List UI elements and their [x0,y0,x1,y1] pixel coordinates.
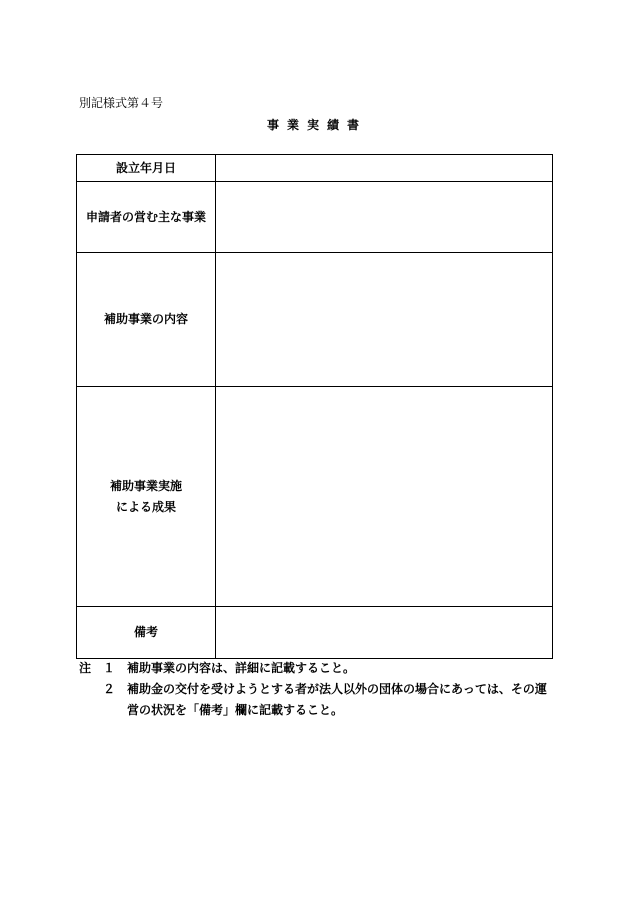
note-item-1 [79,658,559,679]
row-label-text-line-1: 補助事業実施 [109,478,182,493]
document-title: 事業実績書 [266,118,367,132]
row-label-text-line-2: による成果 [115,499,176,514]
notes-marker: 注 [79,661,92,675]
performance-report-table [76,154,553,659]
row-label-text: 補助事業の内容 [103,312,188,326]
row-label-project-content [77,253,216,387]
note-text-line: 補助事業の内容は、詳細に記載すること。 [127,661,356,675]
note-item-2 [79,679,559,721]
row-label-project-results [77,387,216,607]
row-value-project-results [216,387,553,607]
row-label-remarks [77,607,216,659]
note-text-line: 営の状況を「備考」欄に記載すること。 [127,703,344,717]
table-row-establishment-date [77,155,553,182]
row-label-establishment-date [77,155,216,182]
row-label-main-business [77,182,216,253]
row-label-text: 設立年月日 [115,160,176,175]
form-number: 別記様式第４号 [79,96,164,110]
table-row-project-results [77,387,553,607]
note-number: ２ [103,682,116,696]
table-row-remarks [77,607,553,659]
notes-section [79,658,559,721]
row-value-project-content [216,253,553,387]
note-text-line: 補助金の交付を受けようとする者が法人以外の団体の場合にあっては、その運 [127,682,547,696]
row-label-text: 備考 [133,625,158,639]
note-number: １ [103,661,116,675]
row-value-main-business [216,182,553,253]
table-row-main-business [77,182,553,253]
table-row-project-content [77,253,553,387]
row-label-text: 申請者の営む主な事業 [85,209,206,224]
row-value-establishment-date [216,155,553,182]
row-value-remarks [216,607,553,659]
